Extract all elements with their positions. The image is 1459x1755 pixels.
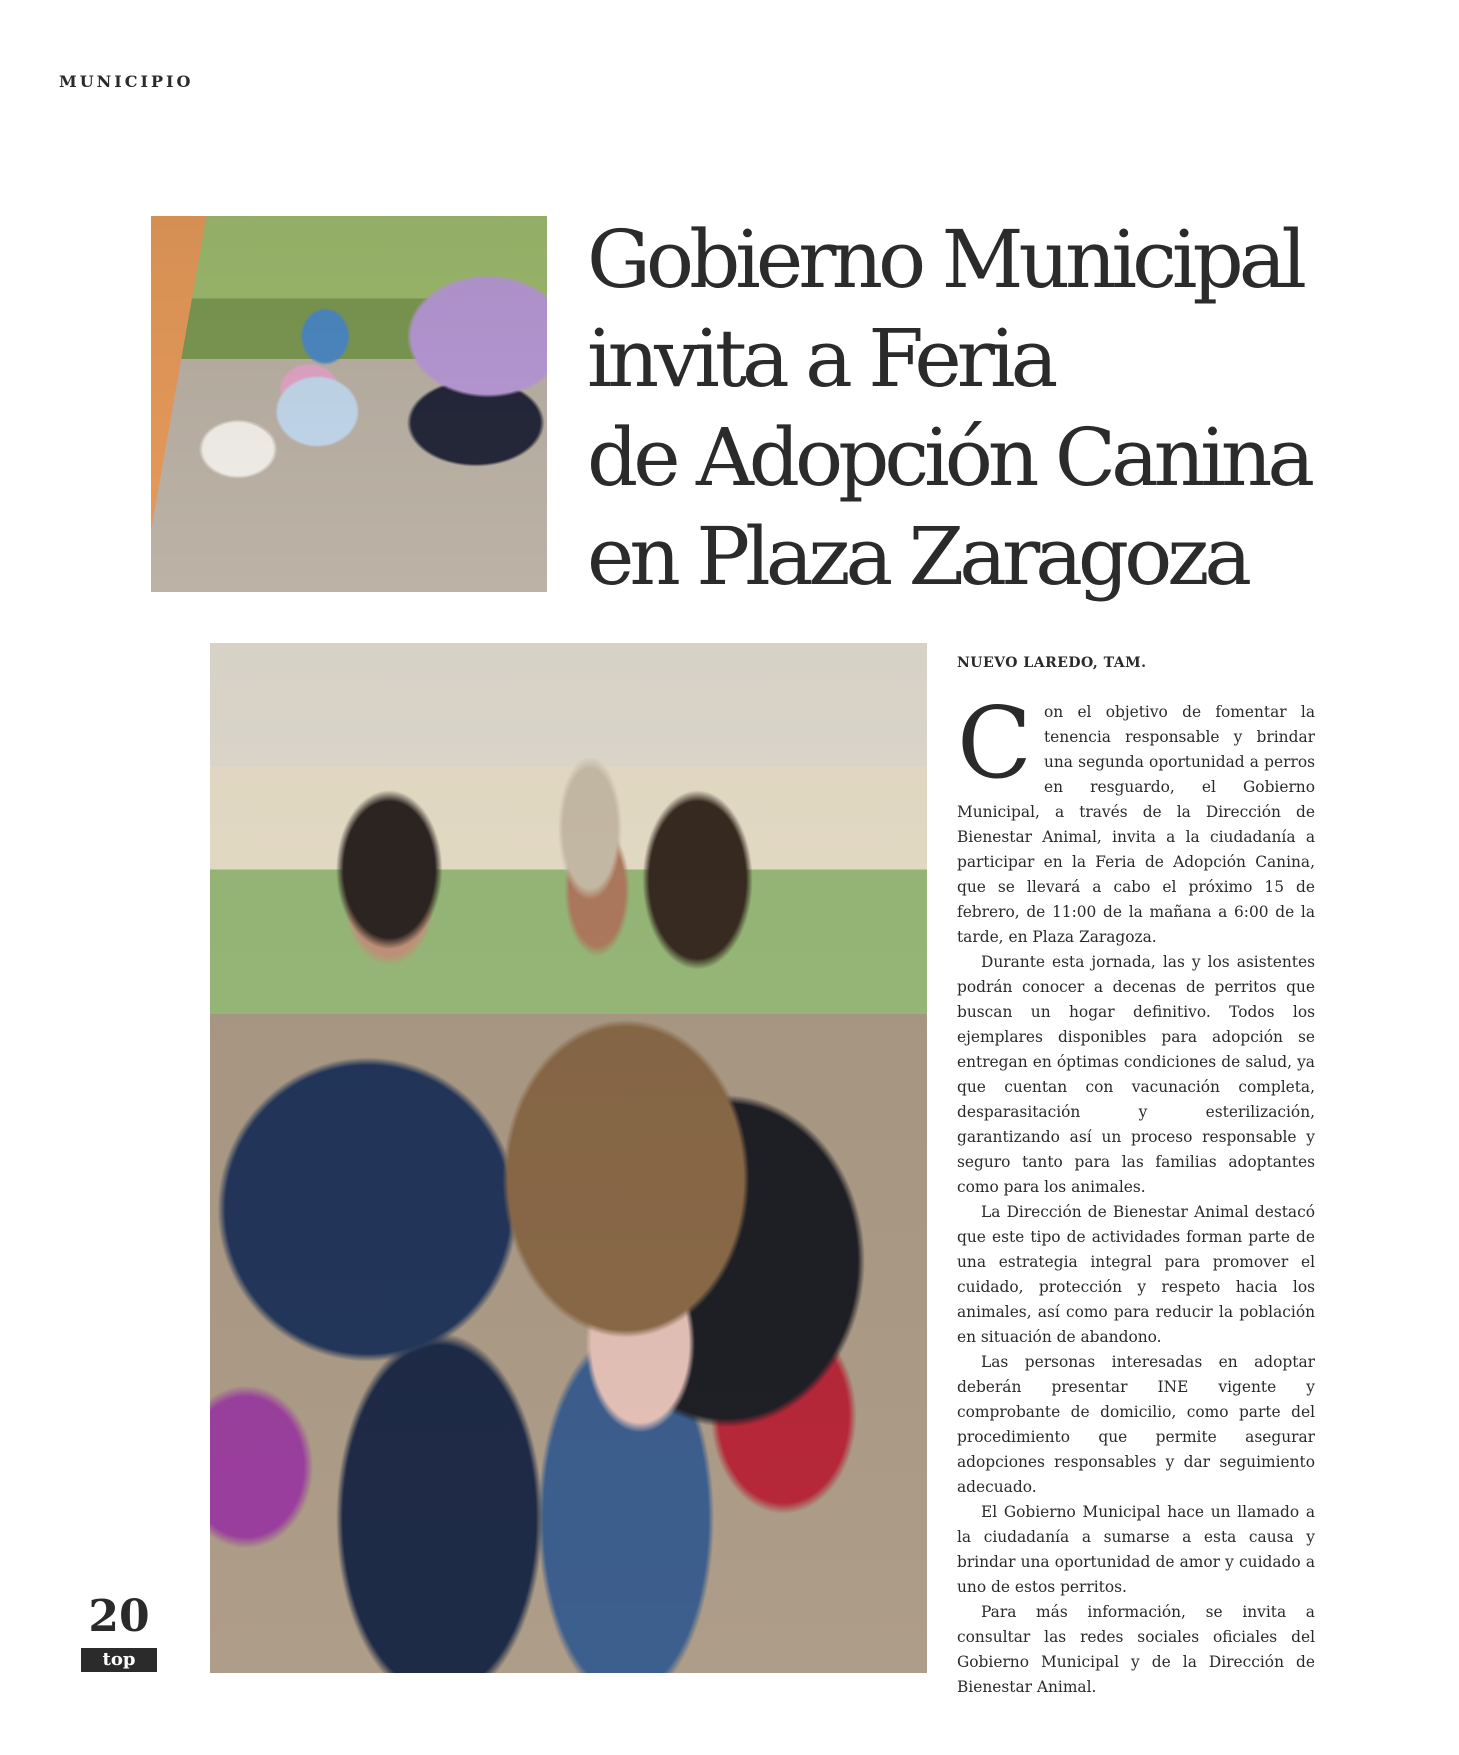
section-label: MUNICIPIO (59, 72, 194, 91)
family-with-dog-photo (151, 216, 547, 592)
headline-line-1: Gobierno Municipal (587, 213, 1302, 306)
drop-cap: C (957, 687, 1032, 801)
page-number: 20 (88, 1591, 150, 1642)
article-paragraph: El Gobierno Municipal hace un llamado a la ciudadanía a sumarse a esta causa y brindar una oportunidad de amor y cuidado a uno de estos perritos. (957, 1503, 1315, 1596)
article-paragraph: Las personas interesadas en adoptar deberán presentar INE vigente y comprobante de domicilio, como parte del procedimiento que permite asegurar adopciones responsables y dar seguimiento adecuado. (957, 1353, 1315, 1496)
article-paragraph: Para más información, se invita a consultar las redes sociales oficiales del Gobierno Municipal y de la Dirección de Bienestar Animal. (957, 1603, 1315, 1696)
article-paragraph: La Dirección de Bienestar Animal destacó que este tipo de actividades forman parte de una estrategia integral para promover el cuidado, protección y respeto hacia los animales, así como para reducir la población en situación de abandono. (957, 1203, 1315, 1346)
article-paragraph: Durante esta jornada, las y los asistentes podrán conocer a decenas de perritos que buscan un hogar definitivo. Todos los ejemplares disponibles para adopción se entregan en óptimas condiciones de salud, ya que cuentan con vacunación completa, desparasitación y esterilización, garantizando así un proceso responsable y seguro tanto para las familias adoptantes como para los animales. (957, 953, 1315, 1196)
headline (587, 210, 1327, 606)
headline-line-3: de Adopción Canina (587, 411, 1311, 504)
article-paragraph (957, 687, 1315, 950)
article-body (957, 687, 1315, 1700)
photo-shade (151, 216, 547, 592)
dateline: NUEVO LAREDO, TAM. (957, 655, 1147, 671)
magazine-brand-tag: top (81, 1648, 157, 1672)
article-paragraph-text: on el objetivo de fomentar la tenencia responsable y brindar una segunda oportunidad a perros en resguardo, el Gobierno Municipal, a través de la Dirección de Bienestar Animal, invita a la ciudadanía a participar en la Feria de Adopción Canina, que se llevará a cabo el próximo 15 de febrero, de 11:00 de la mañana a 6:00 de la tarde, en Plaza Zaragoza. (957, 703, 1315, 946)
photo-shade (210, 643, 927, 1673)
headline-line-4: en Plaza Zaragoza (587, 510, 1248, 603)
headline-line-2: invita a Feria (587, 312, 1054, 405)
couple-holding-dog-photo (210, 643, 927, 1673)
